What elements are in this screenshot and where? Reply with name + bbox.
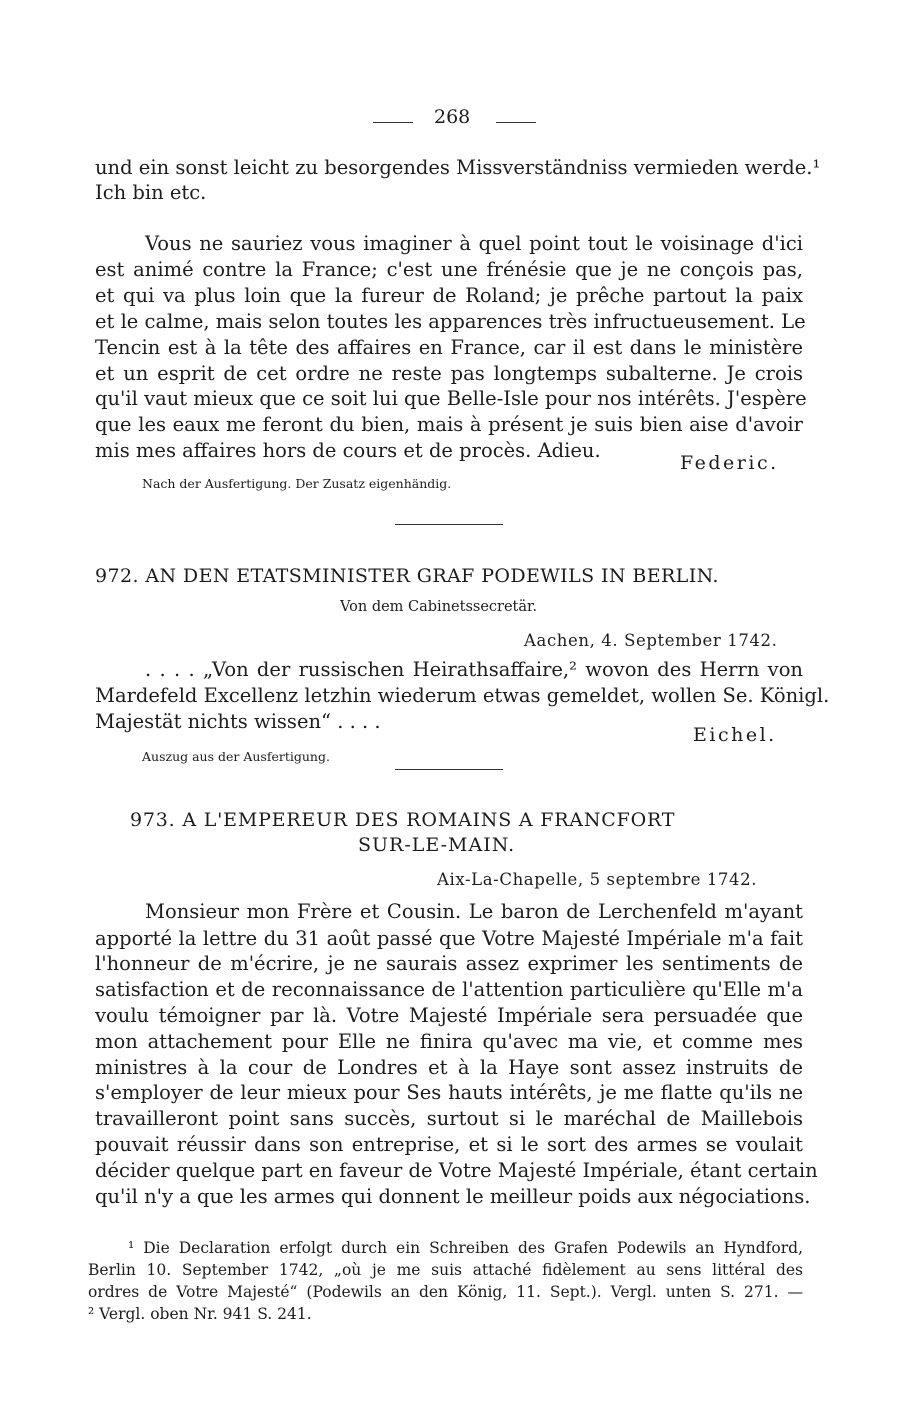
letter-973-body-line: travailleront point sans succès, surtout si le maréchal de Maillebois (95, 1107, 803, 1130)
editorial-note: Auszug aus der Ausfertigung. (142, 749, 330, 764)
footnote-line: Berlin 10. September 1742, „où je me suis attaché fidèlement au sens littéral des (88, 1261, 803, 1279)
page-number: 268 (434, 106, 471, 128)
signature-federic: Federic. (680, 452, 779, 474)
postscript-line: est animé contre la France; c'est une frénésie que je ne conçois pas, (95, 258, 803, 281)
signature-eichel: Eichel. (693, 724, 777, 746)
letter-973-body-line: Monsieur mon Frère et Cousin. Le baron de Lerchenfeld m'ayant (145, 900, 803, 923)
postscript-line: et le calme, mais selon toutes les apparences très infructueusement. Le (95, 310, 806, 333)
letter-973-heading: 973. A L'EMPEREUR DES ROMAINS A FRANCFORT (130, 809, 676, 831)
letter-972-body-line: . . . . „Von der russischen Heirathsaffaire,² wovon des Herrn von (145, 658, 803, 681)
postscript-line: Vous ne sauriez vous imaginer à quel point tout le voisinage d'ici (145, 232, 803, 255)
letter-972-body-line: Majestät nichts wissen“ . . . . (95, 710, 381, 733)
footnote-line: ¹ Die Declaration erfolgt durch ein Schreiben des Grafen Podewils an Hyndford, (128, 1239, 803, 1257)
letter-972-body-line: Mardefeld Excellenz letzhin wiederum etwas gemeldet, wollen Se. Königl. (95, 684, 830, 707)
continuation-line: und ein sonst leicht zu besorgendes Missverständniss vermieden werde.¹ (95, 156, 821, 179)
section-divider (395, 769, 503, 770)
letter-973-body-line: satisfaction et de reconnaissance de l'attention particulière qu'Elle m'a (95, 978, 803, 1001)
postscript-line: et qui va plus loin que la fureur de Roland; je prêche partout la paix (95, 284, 803, 307)
letter-973-body-line: apporté la lettre du 31 août passé que Votre Majesté Impériale m'a fait (95, 927, 803, 950)
letter-972-dateline: Aachen, 4. September 1742. (524, 631, 778, 650)
letter-972-subheading: Von dem Cabinetssecretär. (340, 599, 537, 615)
letter-972-heading: 972. AN DEN ETATSMINISTER GRAF PODEWILS IN BERLIN. (95, 565, 719, 587)
letter-973-body-line: s'employer de leur mieux pour Ses hauts intérêts, je me flatte qu'ils ne (95, 1081, 803, 1104)
letter-973-body-line: voulu témoigner par là. Votre Majesté Impériale sera persuadée que (95, 1004, 803, 1027)
header-rule-left (373, 122, 413, 123)
letter-973-heading: SUR-LE-MAIN. (358, 834, 516, 856)
header-rule-right (496, 122, 536, 123)
letter-973-body-line: ministres à la cour de Londres et à la Haye sont assez instruits de (95, 1056, 803, 1079)
postscript-line: et un esprit de cet ordre ne reste pas longtemps subalterne. Je crois (95, 362, 803, 385)
postscript-line: qu'il vaut mieux que ce soit lui que Belle-Isle pour nos intérêts. J'espère (95, 387, 807, 410)
letter-973-body-line: décider quelque part en faveur de Votre Majesté Impériale, étant certain (95, 1159, 818, 1182)
postscript-line: mis mes affaires hors de cours et de procès. Adieu. (95, 439, 601, 462)
postscript-line: Tencin est à la tête des affaires en France, car il est dans le ministère (95, 336, 803, 359)
letter-973-body-line: l'honneur de m'écrire, je ne saurais assez exprimer les sentiments de (95, 952, 803, 975)
editorial-note: Nach der Ausfertigung. Der Zusatz eigenhändig. (142, 476, 452, 491)
postscript-line: que les eaux me feront du bien, mais à présent je suis bien aise d'avoir (95, 413, 803, 436)
continuation-line: Ich bin etc. (95, 181, 207, 204)
footnote-line: ² Vergl. oben Nr. 941 S. 241. (88, 1305, 312, 1323)
letter-973-body-line: mon attachement pour Elle ne finira qu'avec ma vie, et comme mes (95, 1030, 803, 1053)
footnote-line: ordres de Votre Majesté“ (Podewils an den König, 11. Sept.). Vergl. unten S. 271. — (88, 1283, 803, 1301)
letter-973-dateline: Aix-La-Chapelle, 5 septembre 1742. (437, 870, 758, 889)
letter-973-body-line: qu'il n'y a que les armes qui donnent le meilleur poids aux négociations. (95, 1185, 811, 1208)
letter-973-body-line: pouvait réussir dans son entreprise, et si le sort des armes se voulait (95, 1133, 803, 1156)
section-divider (395, 524, 503, 525)
